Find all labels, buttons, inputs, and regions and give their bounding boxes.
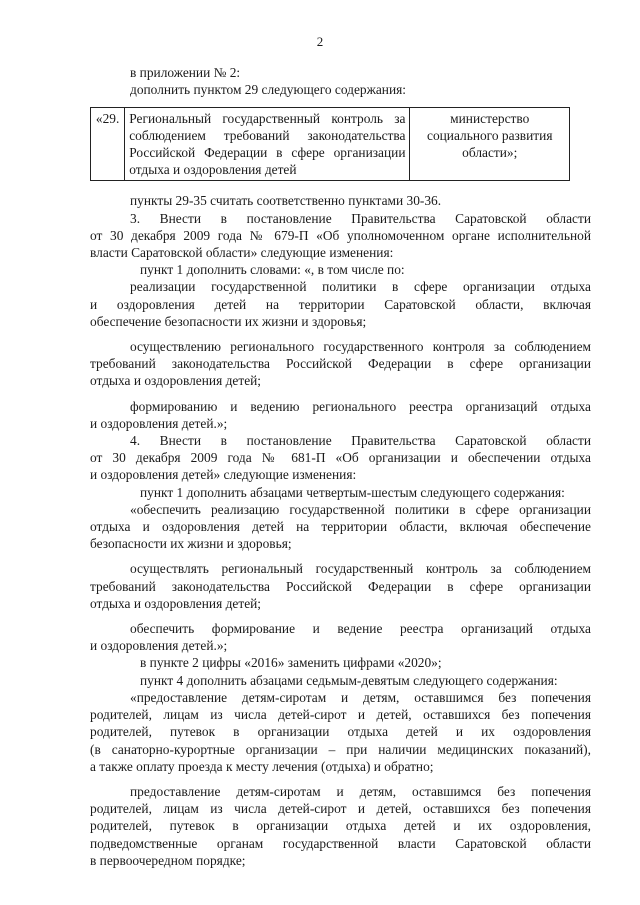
paragraph-spacer xyxy=(90,612,591,620)
paragraph-spacer xyxy=(90,390,591,398)
paragraph-p11-line-2: и оздоровления детей.»; xyxy=(90,638,228,654)
paragraph-p12-line-1: в пункте 2 цифры «2016» заменить цифрами «2020»; xyxy=(140,655,442,671)
inserted-item-table xyxy=(90,107,570,181)
paragraph-p7-line-1: 4. Внести в постановление Правительства Саратовской области xyxy=(130,433,591,449)
paragraph-p2-line-3: власти Саратовской области» следующие изменения: xyxy=(90,245,394,261)
table-row xyxy=(91,108,570,181)
paragraph-p4-line-1: реализации государственной политики в сфере организации отдыха xyxy=(130,279,591,295)
paragraph-p15-line-2: родителей, лицам из числа детей-сирот и детей, оставшихся без попечения xyxy=(90,801,591,817)
paragraph-p1-line-1: пункты 29-35 считать соответственно пунктами 30-36. xyxy=(130,193,442,209)
paragraph-p6-line-1: формированию и ведению регионального реестра организаций отдыха xyxy=(130,398,591,414)
paragraph-p5-line-2: требований законодательства Российской Федерации в сфере организации xyxy=(90,356,591,372)
paragraph-p5-line-1: осуществлению регионального государственного контроля за соблюдением xyxy=(130,339,591,355)
paragraph-p14-line-2: родителей, лицам из числа детей-сирот и детей, оставшихся без попечения xyxy=(90,707,591,723)
paragraph-p10-line-3: отдыха и оздоровления детей; xyxy=(90,595,262,611)
document-body xyxy=(90,64,591,869)
paragraph-p7-line-2: от 30 декабря 2009 года № 681-П «Об организации и обеспечении отдыха xyxy=(90,450,591,466)
paragraph-p4-line-2: и оздоровления детей на территории Саратовской области, включая xyxy=(90,296,591,312)
item-number-cell: «29. xyxy=(91,108,125,181)
paragraph-p10-line-1: осуществлять региональный государственный контроль за соблюдением xyxy=(130,561,591,577)
paragraph-p8-line-1: пункт 1 дополнить абзацами четвертым-шестым следующего содержания: xyxy=(140,484,565,500)
paragraph-p13-line-1: пункт 4 дополнить абзацами седьмым-девятым следующего содержания: xyxy=(140,672,558,688)
paragraph-spacer xyxy=(90,552,591,560)
item-authority-cell: министерство социального развития области»; xyxy=(410,108,570,181)
paragraph-p10-line-2: требований законодательства Российской Федерации в сфере организации xyxy=(90,578,591,594)
paragraph-p2-line-1: 3. Внести в постановление Правительства Саратовской области xyxy=(130,210,591,226)
paragraph-p7-line-3: и оздоровления детей» следующие изменения: xyxy=(90,467,357,483)
paragraph-spacer xyxy=(90,775,591,783)
paragraph-spacer xyxy=(90,330,591,338)
paragraph-p15-line-5: в первоочередном порядке; xyxy=(90,852,246,868)
paragraph-p14-line-1: «предоставление детям-сиротам и детям, оставшимся без попечения xyxy=(130,689,591,705)
page-number: 2 xyxy=(316,34,324,49)
paragraph-p15-line-1: предоставление детям-сиротам и детям, оставшимся без попечения xyxy=(130,783,591,799)
paragraph-p14-line-5: а также оплату проезда к месту лечения (отдыха) и обратно; xyxy=(90,758,434,774)
paragraph-p14-line-3: родителей, путевок в организации отдыха детей и их оздоровления xyxy=(90,724,591,740)
paragraph-p14-line-4: (в санаторно-курортные организации – при наличии медицинских показаний), xyxy=(90,741,591,757)
paragraph-p6-line-2: и оздоровления детей.»; xyxy=(90,415,228,431)
intro-line-1: в приложении № 2: xyxy=(130,65,241,80)
paragraph-p15-line-4: подведомственные органам государственной власти Саратовской области xyxy=(90,835,591,851)
paragraphs-container xyxy=(90,192,591,869)
paragraph-p2-line-2: от 30 декабря 2009 года № 679-П «Об уполномоченном органе исполнительной xyxy=(90,227,591,243)
paragraph-p11-line-1: обеспечить формирование и ведение реестра организаций отдыха xyxy=(130,621,591,637)
paragraph-p9-line-1: «обеспечить реализацию государственной политики в сфере организации xyxy=(130,501,591,517)
paragraph-p9-line-3: безопасности их жизни и здоровья; xyxy=(90,536,292,552)
paragraph-p9-line-2: отдыха и оздоровления детей на территории области, включая обеспечение xyxy=(90,519,591,535)
paragraph-p15-line-3: родителей, путевок в организации отдыха детей и их оздоровления, xyxy=(90,818,591,834)
item-description-cell: Региональный государственный контроль за соблюдением требований законодательства Российской Федерации в сфере организации отдыха и оздоровления детей xyxy=(125,108,410,181)
paragraph-p4-line-3: обеспечение безопасности их жизни и здоровья; xyxy=(90,313,367,329)
intro-line-2: дополнить пунктом 29 следующего содержания: xyxy=(130,82,407,98)
paragraph-p5-line-3: отдыха и оздоровления детей; xyxy=(90,373,262,389)
paragraph-p3-line-1: пункт 1 дополнить словами: «, в том числе по: xyxy=(140,262,405,278)
